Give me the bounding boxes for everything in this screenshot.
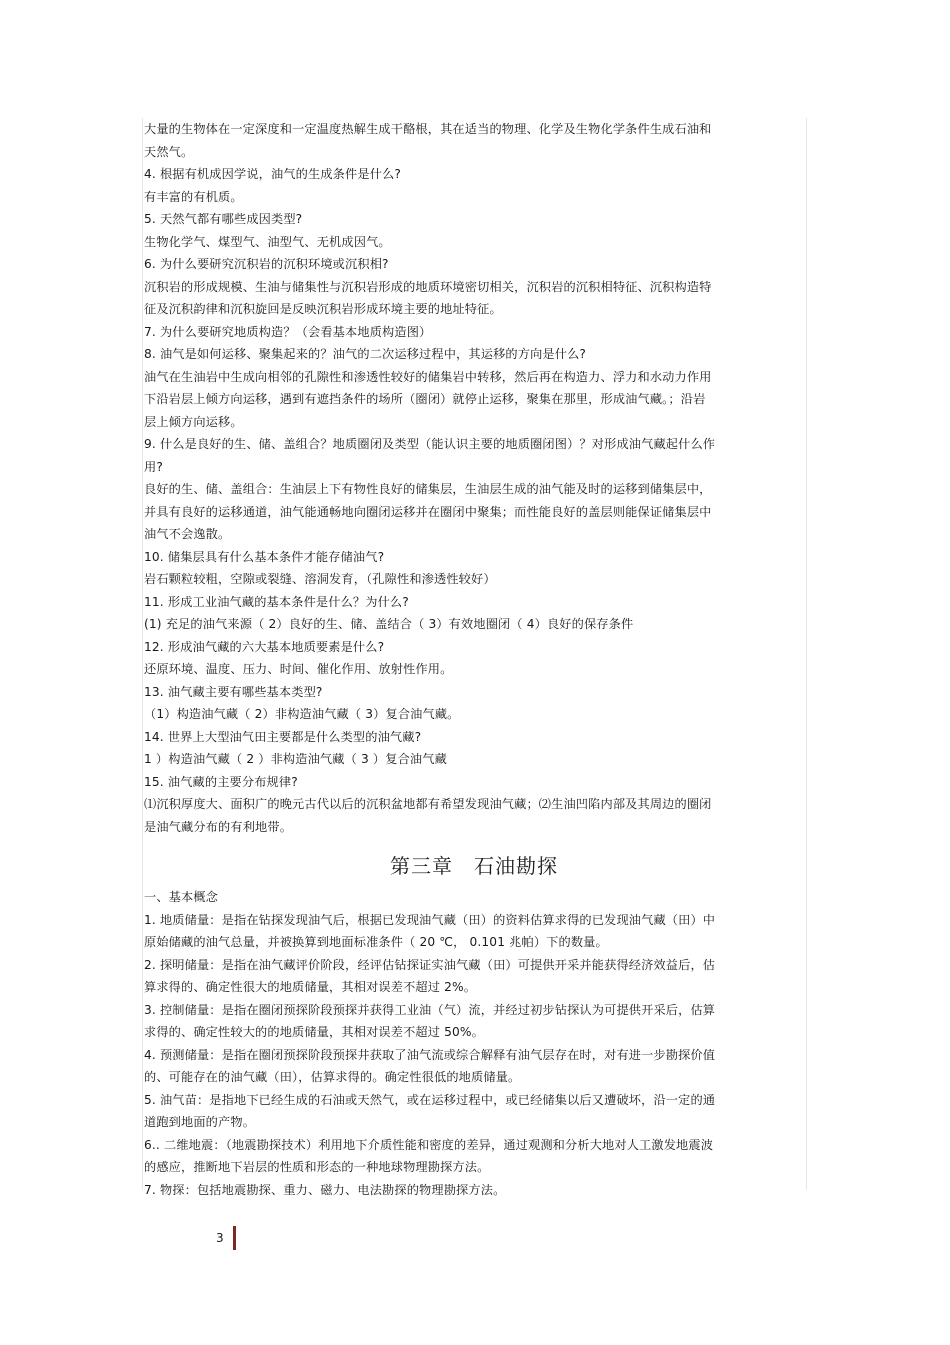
- question-line: 6. 为什么要研究沉积岩的沉积环境或沉积相?: [144, 257, 389, 271]
- definition-line: 道跑到地面的产物。: [144, 1115, 256, 1129]
- chapter-title: 第三章 石油勘探: [390, 854, 558, 878]
- answer-line: 还原环境、温度、压力、时间、催化作用、放射性作用。: [144, 662, 453, 676]
- definition-line: 1. 地质储量：是指在钻探发现油气后，根据已发现油气藏（田）的资料估算求得的已发现油气藏（田）中: [144, 912, 716, 927]
- question-line: 用?: [144, 459, 163, 474]
- question-line: 7. 为什么要研究地质构造？（会看基本地质构造图）: [144, 324, 432, 339]
- left-margin-rule: [142, 118, 143, 1190]
- answer-line: 层上倾方向运移。: [144, 414, 243, 429]
- definition-line: 算求得的、确定性很大的地质储量，其相对误差不超过 2%。: [144, 980, 477, 994]
- answer-line: 沉积岩的形成规模、生油与储集性与沉积岩形成的地质环境密切相关，沉积岩的沉积相特征、沉积构造特: [144, 279, 712, 294]
- definition-line: 2. 探明储量：是指在油气藏评价阶段，经评估钻探证实油气藏（田）可提供开采并能获得经济效益后，估: [144, 957, 716, 972]
- answer-line: 征及沉积韵律和沉积旋回是反映沉积岩形成环境主要的地址特征。: [144, 302, 502, 316]
- text-line: 天然气。: [144, 144, 194, 159]
- question-line: 4. 根据有机成因学说，油气的生成条件是什么?: [144, 167, 401, 181]
- answer-line: 岩石颗粒较粗，空隙或裂缝、溶洞发育，（孔隙性和渗透性较好）: [144, 572, 496, 586]
- answer-line: 并具有良好的运移通道，油气能通畅地向圈闭运移并在圈闭中聚集；而性能良好的盖层则能保证储集层中: [144, 504, 712, 519]
- answer-line: 下沿岩层上倾方向运移，遇到有遮挡条件的场所（圈闭）就停止运移，聚集在那里，形成油气藏。；沿岩: [144, 392, 706, 406]
- question-line: 9. 什么是良好的生、储、盖组合？地质圈闭及类型（能认识主要的地质圈闭图）？对形成油气藏起什么作: [144, 437, 716, 451]
- question-line: 11. 形成工业油气藏的基本条件是什么？为什么?: [144, 594, 409, 609]
- answer-line: 1 ）构造油气藏（ 2 ）非构造油气藏（ 3 ）复合油气藏: [144, 752, 447, 766]
- definition-line: 的、可能存在的油气藏（田），估算求得的。确定性很低的地质储量。: [144, 1070, 521, 1084]
- right-margin-rule: [806, 118, 807, 1190]
- section-heading: 一、基本概念: [144, 890, 219, 904]
- document-body: [144, 118, 804, 1201]
- answer-line: 有丰富的有机质。: [144, 189, 243, 204]
- definition-line: 原始储藏的油气总量，并被换算到地面标准条件（ 20 ℃， 0.101 兆帕）下的数量。: [144, 935, 608, 949]
- definition-line: 的感应，推断地下岩层的性质和形态的一种地球物理勘探方法。: [144, 1160, 490, 1174]
- answer-line: 是油气藏分布的有利地带。: [144, 819, 293, 834]
- question-line: 14. 世界上大型油气田主要都是什么类型的油气藏?: [144, 729, 422, 744]
- answer-line: ⑴沉积厚度大、面积广的晚元古代以后的沉积盆地都有希望发现油气藏；⑵生油凹陷内部及其周边的圈闭: [144, 797, 712, 811]
- definition-line: 4. 预测储量：是指在圈闭预探阶段预探井获取了油气流或综合解释有油气层存在时，对有进一步勘探价值: [144, 1047, 716, 1062]
- answer-line: 油气在生油岩中生成向相邻的孔隙性和渗透性较好的储集岩中转移，然后再在构造力、浮力和水动力作用: [144, 369, 712, 384]
- answer-line: 生物化学气、煤型气、油型气、无机成因气。: [144, 234, 391, 249]
- answer-line: 油气不会逸散。: [144, 527, 231, 541]
- page-number: 3: [216, 1231, 224, 1245]
- answer-line: 良好的生、储、盖组合：生油层上下有物性良好的储集层，生油层生成的油气能及时的运移到储集层中，: [144, 482, 712, 496]
- answer-line: (1) 充足的油气来源（ 2）良好的生、储、盖结合（ 3）有效地圈闭（ 4）良好的保存条件: [144, 617, 634, 631]
- definition-line: 5. 油气苗：是指地下已经生成的石油或天然气，或在运移过程中，或已经储集以后又遭破坏，沿一定的通: [144, 1092, 716, 1107]
- question-line: 10. 储集层具有什么基本条件才能存储油气?: [144, 549, 385, 564]
- page-footer: [216, 1226, 236, 1250]
- question-line: 13. 油气藏主要有哪些基本类型?: [144, 684, 323, 699]
- footer-accent-bar: [233, 1226, 236, 1250]
- question-line: 15. 油气藏的主要分布规律?: [144, 774, 298, 789]
- definition-line: 7. 物探：包括地震勘探、重力、磁力、电法勘探的物理勘探方法。: [144, 1182, 506, 1197]
- text-line: 大量的生物体在一定深度和一定温度热解生成干酪根，其在适当的物理、化学及生物化学条件生成石油和: [144, 122, 712, 136]
- definition-line: 6.. 二维地震：（地震勘探技术）利用地下介质性能和密度的差异，通过观测和分析大地对人工激发地震波: [144, 1137, 714, 1152]
- definition-line: 求得的、确定性较大的的地质储量，其相对误差不超过 50%。: [144, 1025, 484, 1039]
- question-line: 5. 天然气都有哪些成因类型?: [144, 212, 303, 226]
- question-line: 12. 形成油气藏的六大基本地质要素是什么?: [144, 639, 385, 654]
- question-line: 8. 油气是如何运移、聚集起来的？油气的二次运移过程中，其运移的方向是什么?: [144, 347, 587, 361]
- answer-line: （1）构造油气藏（ 2）非构造油气藏（ 3）复合油气藏。: [144, 707, 460, 721]
- definition-line: 3. 控制储量：是指在圈闭预探阶段预探并获得工业油（气）流，并经过初步钻探认为可提供开采后，估算: [144, 1002, 716, 1017]
